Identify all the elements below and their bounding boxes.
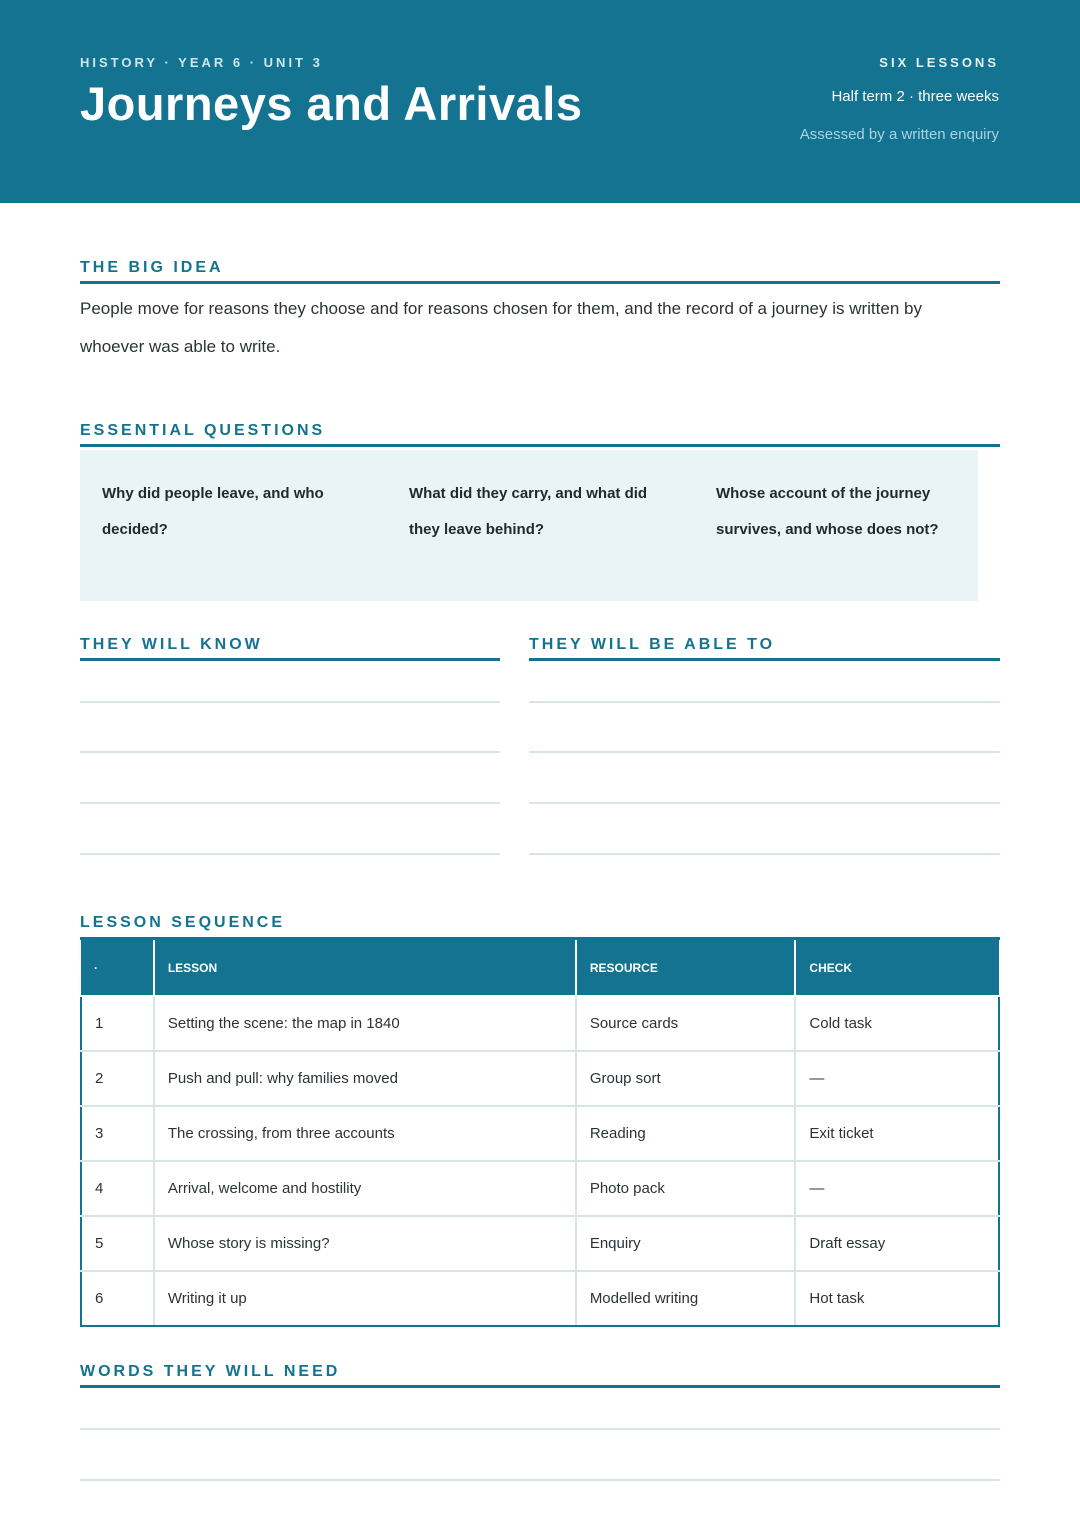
table-row bbox=[81, 1271, 999, 1326]
lesson-resource: Photo pack bbox=[576, 1161, 796, 1216]
big-idea-heading: THE BIG IDEA bbox=[80, 259, 1000, 284]
column-header-check: CHECK bbox=[795, 940, 999, 996]
lesson-resource: Enquiry bbox=[576, 1216, 796, 1271]
lesson-title: Arrival, welcome and hostility bbox=[154, 1161, 576, 1216]
lesson-check: Cold task bbox=[795, 996, 999, 1051]
lesson-check: Draft essay bbox=[795, 1216, 999, 1271]
unit-header bbox=[0, 0, 1080, 203]
term-info: Half term 2 · three weeks bbox=[831, 88, 999, 105]
writing-line bbox=[529, 802, 1000, 804]
lessons-count: SIX LESSONS bbox=[879, 55, 999, 70]
big-idea-text: People move for reasons they choose and for reasons chosen for them, and the record of a journey is written by whoever was able to write. bbox=[80, 299, 922, 356]
table-row bbox=[81, 1106, 999, 1161]
page-title: Journeys and Arrivals bbox=[80, 77, 583, 130]
lesson-check: Exit ticket bbox=[795, 1106, 999, 1161]
lesson-title: Writing it up bbox=[154, 1271, 576, 1326]
writing-line bbox=[80, 701, 500, 703]
writing-line bbox=[80, 751, 500, 753]
essential-question: What did they carry, and what did they leave behind? bbox=[409, 485, 648, 538]
writing-line bbox=[529, 853, 1000, 855]
writing-line bbox=[80, 1479, 1000, 1481]
table-row bbox=[81, 996, 999, 1051]
unit-kicker: HISTORY · YEAR 6 · UNIT 3 bbox=[80, 55, 323, 70]
vocabulary-heading: WORDS THEY WILL NEED bbox=[80, 1363, 1000, 1388]
lesson-number: 4 bbox=[81, 1161, 154, 1216]
lesson-number: 3 bbox=[81, 1106, 154, 1161]
writing-line bbox=[80, 802, 500, 804]
lesson-number: 1 bbox=[81, 996, 154, 1051]
lesson-sequence-table bbox=[80, 940, 1000, 1327]
essential-question: Why did people leave, and who decided? bbox=[102, 485, 324, 538]
table-row bbox=[81, 1051, 999, 1106]
writing-line bbox=[529, 751, 1000, 753]
column-header-number: · bbox=[81, 940, 154, 996]
lesson-check: — bbox=[795, 1051, 999, 1106]
lesson-title: Whose story is missing? bbox=[154, 1216, 576, 1271]
lesson-number: 6 bbox=[81, 1271, 154, 1326]
lesson-number: 2 bbox=[81, 1051, 154, 1106]
column-header-resource: RESOURCE bbox=[576, 940, 796, 996]
lesson-number: 5 bbox=[81, 1216, 154, 1271]
lesson-resource: Group sort bbox=[576, 1051, 796, 1106]
lesson-title: The crossing, from three accounts bbox=[154, 1106, 576, 1161]
they-will-be-able-to-heading: THEY WILL BE ABLE TO bbox=[529, 636, 1000, 661]
essential-questions-heading: ESSENTIAL QUESTIONS bbox=[80, 422, 1000, 447]
lesson-check: — bbox=[795, 1161, 999, 1216]
lesson-title: Push and pull: why families moved bbox=[154, 1051, 576, 1106]
table-row bbox=[81, 1216, 999, 1271]
lesson-check: Hot task bbox=[795, 1271, 999, 1326]
lesson-resource: Source cards bbox=[576, 996, 796, 1051]
lesson-resource: Modelled writing bbox=[576, 1271, 796, 1326]
table-row bbox=[81, 1161, 999, 1216]
writing-line bbox=[80, 1428, 1000, 1430]
assessment-info: Assessed by a written enquiry bbox=[799, 126, 999, 143]
lesson-resource: Reading bbox=[576, 1106, 796, 1161]
column-header-lesson: LESSON bbox=[154, 940, 576, 996]
table-header-row bbox=[81, 940, 999, 996]
they-will-know-heading: THEY WILL KNOW bbox=[80, 636, 500, 661]
essential-question: Whose account of the journey survives, and whose does not? bbox=[716, 485, 939, 538]
lesson-sequence-heading: LESSON SEQUENCE bbox=[80, 914, 286, 931]
writing-line bbox=[80, 853, 500, 855]
lesson-title: Setting the scene: the map in 1840 bbox=[154, 996, 576, 1051]
writing-line bbox=[529, 701, 1000, 703]
